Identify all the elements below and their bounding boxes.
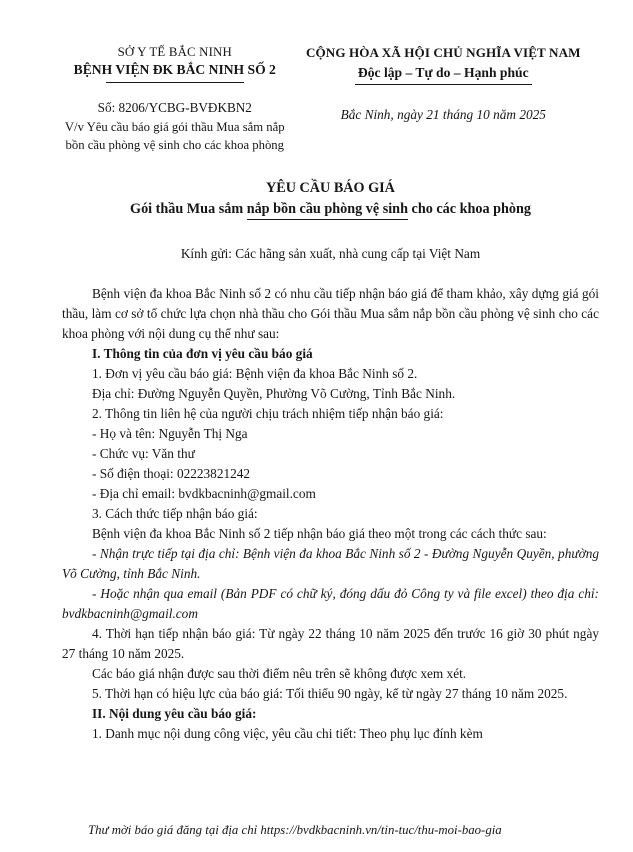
receive-method-email: - Hoặc nhận qua email (Bản PDF có chữ ký, đóng dấu đỏ Công ty và file excel) theo địa chỉ: bvdkbacninh@gmail.com (62, 586, 599, 621)
intro-paragraph: Bệnh viện đa khoa Bắc Ninh số 2 có nhu cầu tiếp nhận báo giá để tham khảo, xây dựng giá gói thầu, làm cơ sở tổ chức lựa chọn nhà thầu cho Gói thầu Mua sắm nắp bồn cầu phòng vệ sinh cho các khoa phòng với nội dung cụ thể như sau: (62, 286, 599, 341)
deadline-note-line: Các báo giá nhận được sau thời điểm nêu trên sẽ không được xem xét. (92, 666, 467, 681)
issuer-underline-rule (106, 82, 244, 83)
document-number: Số: 8206/YCBG-BVĐKBN2 (97, 100, 252, 115)
section1-heading: I. Thông tin của đơn vị yêu cầu báo giá (92, 346, 313, 361)
receive-method-heading: 3. Cách thức tiếp nhận báo giá: (92, 506, 258, 521)
subtitle-prefix: Gói thầu Mua sắm (130, 201, 247, 217)
document-title: YÊU CẦU BÁO GIÁ (266, 180, 395, 196)
requesting-unit-line: 1. Đơn vị yêu cầu báo giá: Bệnh viện đa khoa Bắc Ninh số 2. (92, 366, 418, 381)
deadline-line: 4. Thời hạn tiếp nhận báo giá: Từ ngày 22 tháng 10 năm 2025 đến trước 16 giờ 30 phút ngày 27 tháng 10 năm 2025. (62, 626, 599, 661)
national-title: CỘNG HÒA XÃ HỘI CHỦ NGHĨA VIỆT NAM (305, 45, 581, 60)
letterhead-issuer-block (62, 44, 288, 154)
letterhead (62, 44, 599, 154)
letterhead-national-block (288, 44, 599, 124)
document-body (62, 284, 599, 744)
receive-method-direct: - Nhận trực tiếp tại địa chỉ: Bệnh viện đa khoa Bắc Ninh số 2 - Đường Nguyễn Quyền, phường Võ Cường, tỉnh Bắc Ninh. (62, 546, 599, 581)
contact-email-line: - Địa chỉ email: bvdkbacninh@gmail.com (92, 486, 316, 501)
place-date-line: Bắc Ninh, ngày 21 tháng 10 năm 2025 (340, 107, 546, 122)
receive-method-intro: Bệnh viện đa khoa Bắc Ninh số 2 tiếp nhận báo giá theo một trong các cách thức sau: (92, 526, 547, 541)
national-motto-wrap (288, 63, 599, 85)
subtitle-suffix: cho các khoa phòng (407, 201, 531, 217)
contact-name-line: - Họ và tên: Nguyễn Thị Nga (92, 426, 248, 441)
title-block (62, 179, 599, 220)
document-subtitle (62, 199, 599, 220)
contact-phone-line: - Số điện thoại: 02223821242 (92, 466, 251, 481)
issuer-department: SỞ Y TẾ BẮC NINH (117, 45, 232, 59)
contact-title-line: - Chức vụ: Văn thư (92, 446, 195, 461)
issuer-organization: BỆNH VIỆN ĐK BẮC NINH SỐ 2 (73, 62, 276, 77)
contact-info-heading: 2. Thông tin liên hệ của người chịu trách nhiệm tiếp nhận báo giá: (92, 406, 444, 421)
work-list-line: 1. Danh mục nội dung công việc, yêu cầu chi tiết: Theo phụ lục đính kèm (92, 726, 483, 741)
document-subject: V/v Yêu cầu báo giá gói thầu Mua sắm nắp bồn cầu phòng vệ sinh cho các khoa phòng (64, 120, 285, 152)
salutation-line: Kính gửi: Các hãng sản xuất, nhà cung cấp tại Việt Nam (180, 246, 481, 261)
subtitle-underlined-text: nắp bồn cầu phòng vệ sinh (247, 201, 408, 220)
validity-line: 5. Thời hạn có hiệu lực của báo giá: Tối thiểu 90 ngày, kể từ ngày 27 tháng 10 năm 2025. (92, 686, 568, 701)
footer-note: Thư mời báo giá đăng tại địa chỉ https://bvdkbacninh.vn/tin-tuc/thu-moi-bao-gia (88, 823, 502, 837)
address-line: Địa chỉ: Đường Nguyễn Quyền, Phường Võ Cường, Tỉnh Bắc Ninh. (92, 386, 456, 401)
national-motto: Độc lập – Tự do – Hạnh phúc (355, 63, 532, 85)
section2-heading: II. Nội dung yêu cầu báo giá: (92, 706, 257, 721)
